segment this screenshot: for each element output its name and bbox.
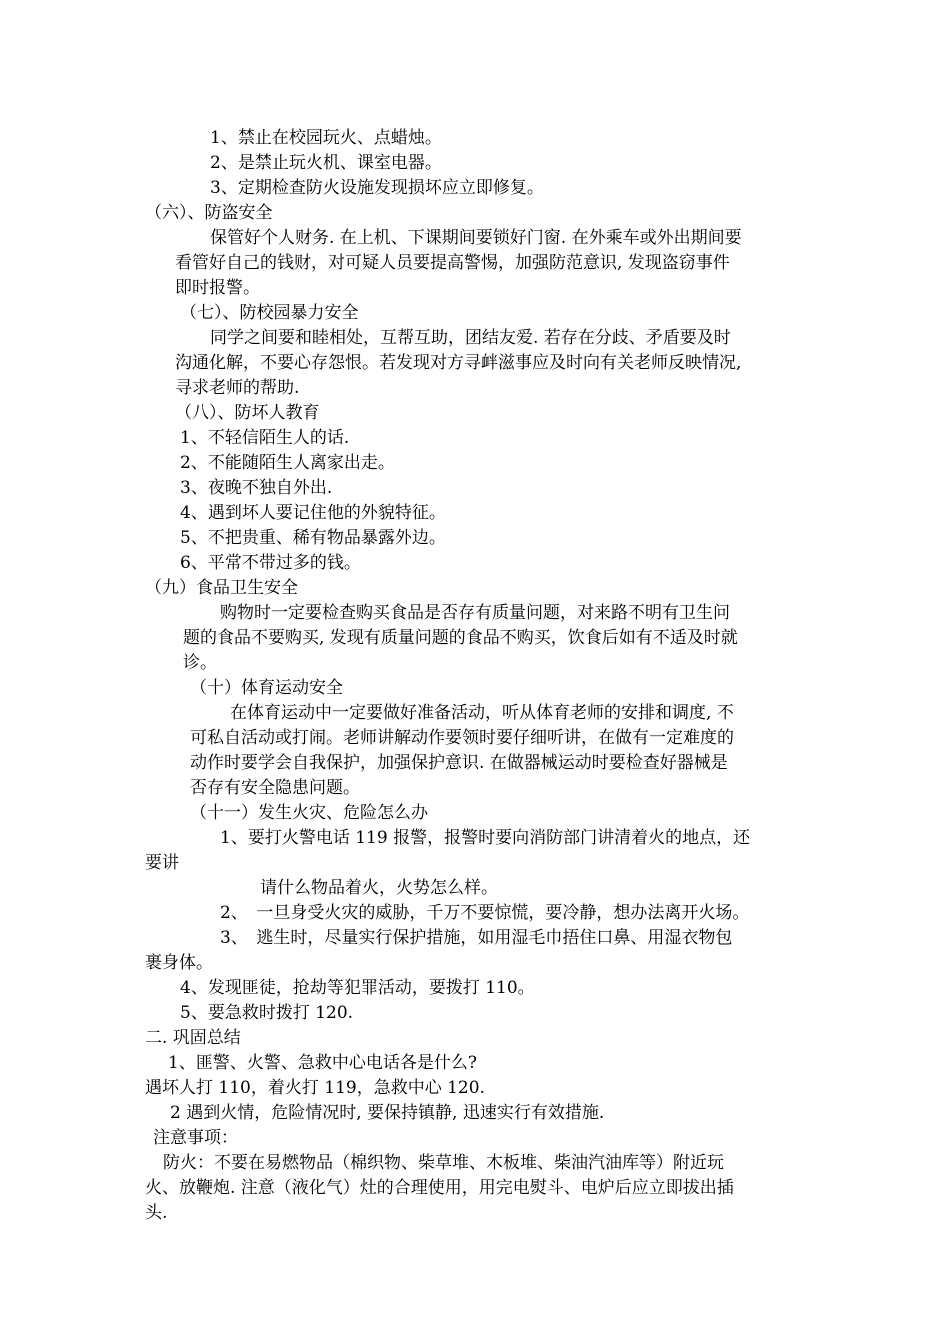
text-line: 裹身体。 [145,953,213,973]
text-line: 否存有安全隐患问题。 [190,778,360,798]
text-line: 6、平常不带过多的钱。 [180,553,361,573]
text-line: 遇坏人打 110，着火打 119，急救中心 120. [145,1078,485,1098]
text-line: 4、遇到坏人要记住他的外貌特征。 [180,503,446,523]
text-line: 3、 逃生时，尽量实行保护措施，如用湿毛巾捂住口鼻、用湿衣物包 [220,928,733,948]
text-line: 保管好个人财务. 在上机、下课期间要锁好门窗. 在外乘车或外出期间要 [210,228,742,248]
text-line: 诊。 [183,653,217,673]
text-line: 防火：不要在易燃物品（棉织物、柴草堆、木板堆、柴油汽油库等）附近玩 [163,1153,724,1173]
text-line: 5、要急救时拨打 120. [180,1003,354,1023]
text-line: 同学之间要和睦相处，互帮互助，团结友爱. 若存在分歧、矛盾要及时 [210,328,731,348]
section-heading: （九）食品卫生安全 [145,578,298,598]
text-line: 题的食品不要购买, 发现有质量问题的食品不购买，饮食后如有不适及时就 [183,628,738,648]
section-heading: （六）、防盗安全 [145,203,273,223]
text-line: 沟通化解，不要心存怨恨。若发现对方寻衅滋事应及时向有关老师反映情况, [175,353,742,373]
text-line: 2、不能随陌生人离家出走。 [180,453,395,473]
text-line: 可私自活动或打闹。老师讲解动作要领时要仔细听讲，在做有一定难度的 [190,728,734,748]
text-line: 1、要打火警电话 119 报警，报警时要向消防部门讲清着火的地点，还 [220,828,751,848]
text-line: 购物时一定要检查购买食品是否存有质量问题，对来路不明有卫生问 [220,603,730,623]
text-line: 要讲 [145,853,179,873]
text-line: 1、禁止在校园玩火、点蜡烛。 [210,128,442,148]
text-line: 头. [145,1203,168,1223]
text-line: 火、放鞭炮. 注意（液化气）灶的合理使用，用完电熨斗、电炉后应立即拔出插 [145,1178,734,1198]
section-heading: 二. 巩固总结 [145,1028,241,1048]
section-heading: （十）体育运动安全 [190,678,343,698]
text-line: 1、匪警、火警、急救中心电话各是什么? [168,1053,477,1073]
section-heading: （十一）发生火灾、危险怎么办 [190,803,428,823]
text-line: 寻求老师的帮助. [175,378,300,398]
text-line: 看管好自己的钱财，对可疑人员要提高警惕，加强防范意识, 发现盗窃事件 [175,253,730,273]
text-line: 即时报警。 [175,278,260,298]
text-line: 2 遇到火情，危险情况时, 要保持镇静, 迅速实行有效措施. [170,1103,605,1123]
text-line: 3、定期检查防火设施发现损坏应立即修复。 [210,178,544,198]
text-line: 1、不轻信陌生人的话. [180,428,350,448]
text-line: 4、发现匪徒，抢劫等犯罪活动，要拨打 110。 [180,978,535,998]
text-line: 2、 一旦身受火灾的威胁，千万不要惊慌，要冷静，想办法离开火场。 [220,903,750,923]
text-line: 请什么物品着火，火势怎么样。 [260,878,498,898]
section-heading: （七）、防校园暴力安全 [180,303,359,323]
section-heading: （八）、防坏人教育 [175,403,320,423]
text-line: 2、是禁止玩火机、课室电器。 [210,153,442,173]
text-line: 3、夜晚不独自外出. [180,478,333,498]
text-line: 注意事项： [153,1128,238,1148]
text-line: 动作时要学会自我保护，加强保护意识. 在做器械运动时要检查好器械是 [190,753,728,773]
text-line: 在体育运动中一定要做好准备活动，听从体育老师的安排和调度, 不 [230,703,734,723]
text-line: 5、不把贵重、稀有物品暴露外边。 [180,528,446,548]
